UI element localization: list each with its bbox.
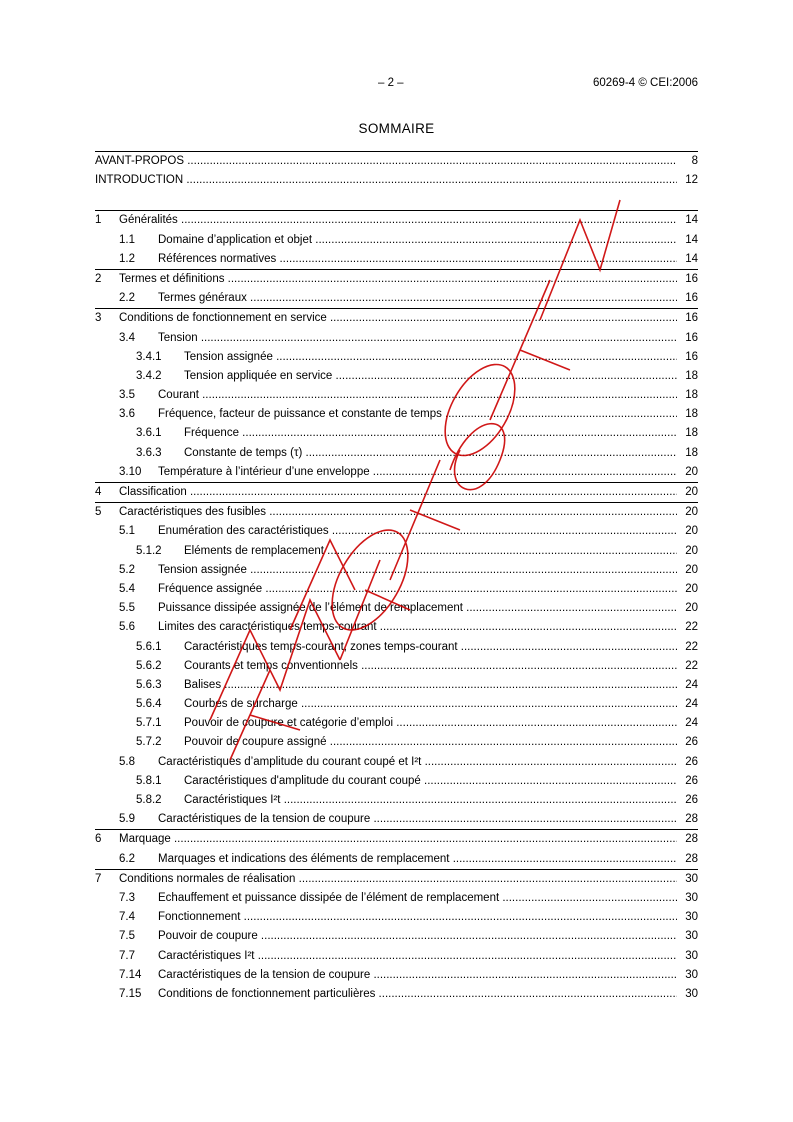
toc-entry-page: 30 xyxy=(685,911,698,924)
toc-entry-text: Tension ..... xyxy=(158,329,677,348)
toc-entry-7[interactable] xyxy=(95,869,698,889)
toc-entry-number: 5.7.1 xyxy=(136,717,162,730)
toc-entry-text: Tension appliquée en service ..... xyxy=(184,367,677,386)
toc-entry-5-6-3[interactable] xyxy=(95,676,698,695)
toc-entry-number: 5.1 xyxy=(119,525,135,538)
toc-entry-text: Courants et temps conventionnels ..... xyxy=(184,657,677,676)
toc-entry-page: 30 xyxy=(685,891,698,904)
toc-entry-number: 7.4 xyxy=(119,911,135,924)
toc-entry-text: Courant ..... xyxy=(158,386,677,405)
toc-entry-text: Références normatives ..... xyxy=(158,250,677,269)
toc-entry-text: Marquages et indications des éléments de remplacement ..... xyxy=(158,850,677,869)
toc-entry-number: 3.4 xyxy=(119,331,135,344)
toc-entry-page: 12 xyxy=(685,174,698,187)
toc-entry-number: 4 xyxy=(95,486,102,498)
toc-entry-5[interactable] xyxy=(95,502,698,522)
toc-entry-5-7-2[interactable] xyxy=(95,733,698,752)
toc-entry-1-2[interactable] xyxy=(95,250,698,269)
toc-entry-number: 5 xyxy=(95,506,102,519)
toc-entry-page: 16 xyxy=(685,331,698,344)
toc-entry-page: 30 xyxy=(685,968,698,981)
toc-entry-7-14[interactable] xyxy=(95,966,698,985)
toc-entry-text: Echauffement et puissance dissipée de l’élément de remplacement ..... xyxy=(158,889,677,908)
toc-entry-number: 2.2 xyxy=(119,292,135,305)
toc-entry-text: Balises ..... xyxy=(184,676,677,695)
toc-entry-text: Conditions de fonctionnement en service ..... xyxy=(119,309,677,328)
toc-entry-avant-propos[interactable] xyxy=(95,151,698,171)
toc-entry-3-5[interactable] xyxy=(95,386,698,405)
toc-entry-number: 7.14 xyxy=(119,968,142,981)
toc-entry-5-1-2[interactable] xyxy=(95,542,698,561)
toc-entry-5-6-2[interactable] xyxy=(95,657,698,676)
toc-entry-page: 22 xyxy=(685,621,698,634)
toc-entry-page: 14 xyxy=(685,252,698,265)
toc-entry-page: 18 xyxy=(685,369,698,382)
page-title: SOMMAIRE xyxy=(358,121,435,136)
toc-entry-page: 26 xyxy=(685,755,698,768)
toc-entry-page: 28 xyxy=(685,833,698,846)
toc-entry-number: 3.5 xyxy=(119,389,135,402)
toc-entry-number: 5.4 xyxy=(119,582,135,595)
toc-entry-text: Pouvoir de coupure assigné ..... xyxy=(184,733,677,752)
toc-entry-text: Pouvoir de coupure ..... xyxy=(158,927,677,946)
toc-entry-page: 28 xyxy=(685,813,698,826)
toc-entry-text: Fonctionnement ..... xyxy=(158,908,677,927)
toc-entry-page: 16 xyxy=(685,292,698,305)
page-number: – 2 – xyxy=(378,77,404,89)
toc-entry-text: Fréquence ..... xyxy=(184,424,677,443)
toc-entry-number: 7.5 xyxy=(119,930,135,943)
toc-entry-text: Fréquence assignée ..... xyxy=(158,580,677,599)
toc-entry-page: 28 xyxy=(685,852,698,865)
toc-entry-text: Domaine d’application et objet ..... xyxy=(158,231,677,250)
toc-entry-7-5[interactable] xyxy=(95,927,698,946)
toc-entry-text: Caractéristiques d’amplitude du courant coupé et I²t ..... xyxy=(158,753,677,772)
toc-entry-text: Caractéristiques I²t ..... xyxy=(158,947,677,966)
toc-entry-text: Puissance dissipée assignée de l’élément de remplacement ..... xyxy=(158,599,677,618)
toc-entry-page: 8 xyxy=(691,155,698,167)
toc-entry-text: Caractéristiques d'amplitude du courant coupé ..... xyxy=(184,772,677,791)
toc-entry-text: Caractéristiques temps-courant, zones temps-courant ..... xyxy=(184,638,677,657)
toc-entry-3-6-3[interactable] xyxy=(95,444,698,463)
toc-entry-text: Courbes de surcharge ..... xyxy=(184,695,677,714)
toc-entry-number: 5.8.2 xyxy=(136,794,162,806)
toc-entry-page: 16 xyxy=(685,272,698,285)
toc-entry-7-7[interactable] xyxy=(95,947,698,966)
toc-entry-text: Conditions de fonctionnement particulières ..... xyxy=(158,985,677,1004)
toc-entry-number: 2 xyxy=(95,272,102,285)
toc-entry-text: Caractéristiques des fusibles ..... xyxy=(119,503,677,522)
toc-entry-text: AVANT-PROPOS ..... xyxy=(95,152,677,171)
toc-entry-text: Tension assignée ..... xyxy=(184,348,677,367)
toc-entry-number: 6 xyxy=(95,833,102,846)
toc-entry-number: 3 xyxy=(95,312,102,325)
toc-entry-number: 1.1 xyxy=(119,233,135,246)
toc-entry-page: 26 xyxy=(685,736,698,749)
toc-entry-page: 24 xyxy=(685,717,698,730)
toc-entry-page: 16 xyxy=(685,312,698,325)
toc-entry-number: 3.4.1 xyxy=(136,350,162,363)
toc-entry-2-2[interactable] xyxy=(95,289,698,308)
toc-entry-number: 6.2 xyxy=(119,852,135,865)
toc-entry-text: Caractéristiques I²t ..... xyxy=(184,791,677,810)
toc-entry-number: 5.5 xyxy=(119,602,135,615)
toc-entry-number: 7.15 xyxy=(119,987,142,1000)
toc-entry-3-4-1[interactable] xyxy=(95,348,698,367)
toc-entry-number: 3.4.2 xyxy=(136,369,162,382)
toc-entry-number: 3.6.3 xyxy=(136,446,162,459)
toc-entry-page: 18 xyxy=(685,389,698,402)
toc-entry-6-2[interactable] xyxy=(95,850,698,869)
toc-entry-text: Caractéristiques de la tension de coupure ..... xyxy=(158,810,677,829)
toc-entry-page: 16 xyxy=(685,350,698,363)
toc-entry-3[interactable] xyxy=(95,308,698,328)
toc-entry-text: Classification ..... xyxy=(119,483,677,502)
toc-entry-page: 18 xyxy=(685,427,698,440)
toc-entry-text: Généralités ..... xyxy=(119,211,677,230)
toc-entry-number: 7 xyxy=(95,872,102,885)
toc-entry-5-8-2[interactable] xyxy=(95,791,698,810)
toc-entry-2[interactable] xyxy=(95,269,698,289)
toc-entry-number: 5.6.1 xyxy=(136,640,162,653)
toc-entry-text: Limites des caractéristiques temps-courant ..... xyxy=(158,618,677,637)
toc-entry-page: 20 xyxy=(685,506,698,519)
toc-entry-number: 5.6.4 xyxy=(136,698,162,711)
toc-entry-text: Eléments de remplacement ..... xyxy=(184,542,677,561)
toc-entry-5-8-1[interactable] xyxy=(95,772,698,791)
toc-entry-page: 24 xyxy=(685,698,698,711)
toc-entry-page: 24 xyxy=(685,678,698,691)
toc-entry-text: Température à l’intérieur d’une enveloppe ..... xyxy=(158,463,677,482)
toc-entry-number: 5.9 xyxy=(119,813,135,826)
toc-entry-text: Termes et définitions ..... xyxy=(119,270,677,289)
toc-entry-number: 5.8.1 xyxy=(136,774,162,787)
table-of-contents xyxy=(95,151,698,1004)
toc-entry-page: 26 xyxy=(685,774,698,787)
toc-entry-number: 5.2 xyxy=(119,563,135,576)
toc-entry-page: 14 xyxy=(685,214,698,227)
toc-entry-1[interactable] xyxy=(95,210,698,230)
toc-entry-page: 20 xyxy=(685,465,698,478)
toc-entry-page: 14 xyxy=(685,233,698,246)
toc-entry-page: 20 xyxy=(685,486,698,498)
toc-entry-number: 5.6.2 xyxy=(136,659,162,672)
toc-entry-introduction[interactable] xyxy=(95,171,698,190)
toc-entry-number: 3.6 xyxy=(119,408,135,421)
toc-entry-4[interactable] xyxy=(95,482,698,502)
toc-entry-page: 22 xyxy=(685,640,698,653)
toc-entry-5-5[interactable] xyxy=(95,599,698,618)
toc-entry-page: 20 xyxy=(685,563,698,576)
toc-entry-3-4[interactable] xyxy=(95,329,698,348)
toc-entry-text: Pouvoir de coupure et catégorie d’emploi ..... xyxy=(184,714,677,733)
toc-entry-text: Tension assignée ..... xyxy=(158,561,677,580)
toc-entry-5-4[interactable] xyxy=(95,580,698,599)
toc-entry-5-9[interactable] xyxy=(95,810,698,829)
toc-entry-5-7-1[interactable] xyxy=(95,714,698,733)
toc-entry-text: Marquage ..... xyxy=(119,830,677,849)
toc-entry-6[interactable] xyxy=(95,829,698,849)
toc-entry-5-2[interactable] xyxy=(95,561,698,580)
toc-entry-page: 20 xyxy=(685,525,698,538)
toc-entry-number: 1 xyxy=(95,214,102,227)
toc-entry-number: 7.3 xyxy=(119,891,135,904)
toc-entry-text: Constante de temps (τ) ..... xyxy=(184,444,677,463)
toc-entry-5-1[interactable] xyxy=(95,522,698,541)
toc-entry-text: INTRODUCTION ..... xyxy=(95,171,677,190)
toc-entry-page: 18 xyxy=(685,446,698,459)
toc-entry-3-6-1[interactable] xyxy=(95,424,698,443)
toc-entry-page: 30 xyxy=(685,930,698,943)
document-reference: 60269-4 © CEI:2006 xyxy=(592,77,698,89)
toc-entry-number: 3.6.1 xyxy=(136,427,162,440)
toc-entry-7-15[interactable] xyxy=(95,985,698,1004)
toc-entry-text: Fréquence, facteur de puissance et constante de temps ..... xyxy=(158,405,677,424)
toc-entry-number: 5.7.2 xyxy=(136,736,162,749)
toc-entry-text: Enumération des caractéristiques ..... xyxy=(158,522,677,541)
toc-entry-number: 5.8 xyxy=(119,755,135,768)
toc-entry-text: Termes généraux ..... xyxy=(158,289,677,308)
toc-entry-page: 20 xyxy=(685,544,698,557)
toc-entry-page: 30 xyxy=(685,872,698,885)
toc-entry-5-6-1[interactable] xyxy=(95,638,698,657)
toc-entry-page: 20 xyxy=(685,602,698,615)
toc-entry-page: 18 xyxy=(685,408,698,421)
toc-entry-3-4-2[interactable] xyxy=(95,367,698,386)
toc-entry-number: 7.7 xyxy=(119,949,135,962)
toc-entry-3-10[interactable] xyxy=(95,463,698,482)
toc-entry-5-6-4[interactable] xyxy=(95,695,698,714)
toc-entry-number: 1.2 xyxy=(119,252,135,265)
toc-entry-number: 5.1.2 xyxy=(136,544,162,557)
toc-entry-7-4[interactable] xyxy=(95,908,698,927)
toc-entry-7-3[interactable] xyxy=(95,889,698,908)
toc-entry-page: 22 xyxy=(685,659,698,672)
toc-entry-page: 30 xyxy=(685,949,698,962)
toc-entry-1-1[interactable] xyxy=(95,231,698,250)
toc-entry-page: 20 xyxy=(685,582,698,595)
toc-entry-number: 3.10 xyxy=(119,465,142,478)
toc-entry-page: 26 xyxy=(685,794,698,806)
toc-entry-number: 5.6.3 xyxy=(136,678,162,691)
toc-entry-5-6[interactable] xyxy=(95,618,698,637)
toc-entry-number: 5.6 xyxy=(119,621,135,634)
toc-entry-text: Caractéristiques de la tension de coupure ..... xyxy=(158,966,677,985)
toc-entry-text: Conditions normales de réalisation ..... xyxy=(119,870,677,889)
toc-entry-page: 30 xyxy=(685,987,698,1000)
toc-entry-3-6[interactable] xyxy=(95,405,698,424)
toc-entry-5-8[interactable] xyxy=(95,753,698,772)
